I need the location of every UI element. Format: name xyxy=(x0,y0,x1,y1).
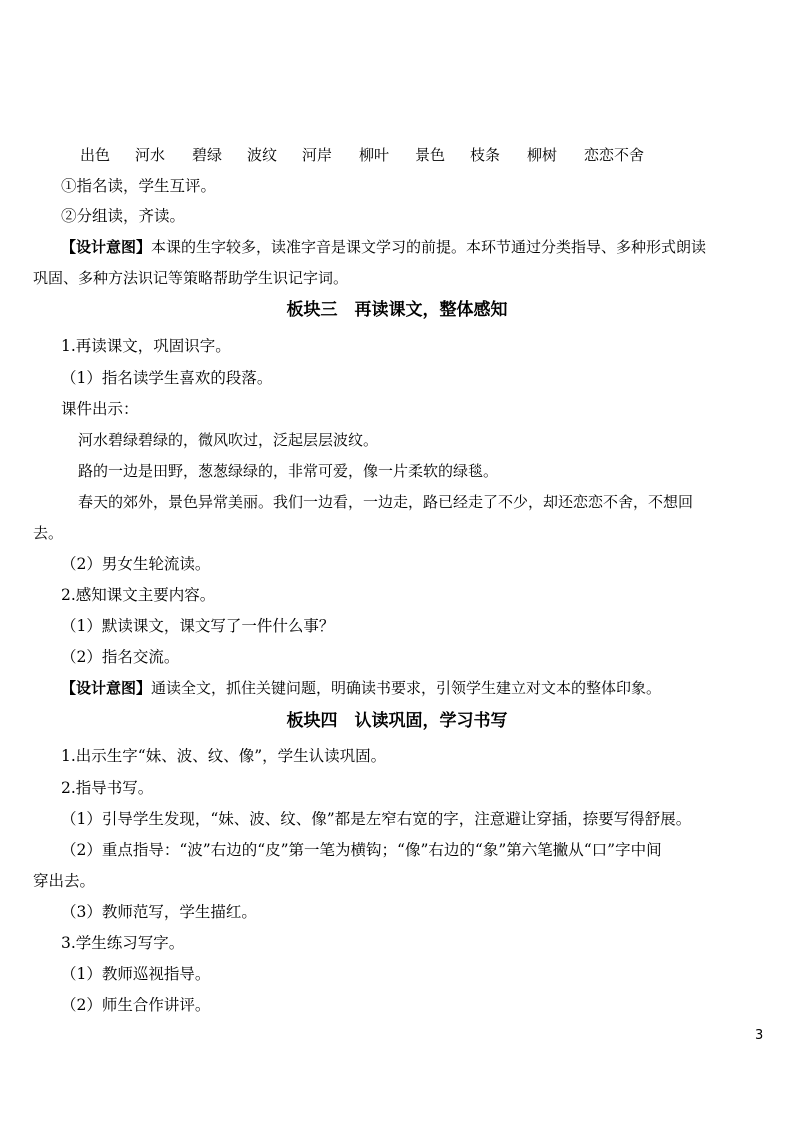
paragraph: 穿出去。 xyxy=(33,872,96,890)
paragraph: （1）指名读学生喜欢的段落。 xyxy=(61,369,273,387)
vocab-word: 柳树 xyxy=(527,146,558,164)
design-intent-text: 通读全文，抓住关键问题，明确读书要求，引领学生建立对文本的整体印象。 xyxy=(151,679,662,697)
courseware-line: 去。 xyxy=(33,524,64,542)
vocab-word: 柳叶 xyxy=(359,146,390,164)
section-heading: 板块三 再读课文，整体感知 xyxy=(286,300,508,320)
vocab-word: 枝条 xyxy=(470,146,501,164)
paragraph: （3）教师范写，学生描红。 xyxy=(61,903,257,921)
paragraph: 1.再读课文，巩固识字。 xyxy=(61,337,231,355)
paragraph: ②分组读，齐读。 xyxy=(61,207,186,225)
paragraph: （2）男女生轮流读。 xyxy=(61,555,211,573)
vocab-word: 河水 xyxy=(135,146,166,164)
section-heading: 板块四 认读巩固，学习书写 xyxy=(286,711,508,731)
courseware-line: 河水碧绿碧绿的，微风吹过，泛起层层波纹。 xyxy=(78,431,379,449)
design-intent-tag: 【设计意图】 xyxy=(61,679,152,697)
paragraph: 课件出示： xyxy=(61,400,139,418)
vocab-row xyxy=(0,144,794,164)
paragraph: 2.感知课文主要内容。 xyxy=(61,586,216,604)
paragraph: （1）教师巡视指导。 xyxy=(61,965,211,983)
paragraph: （2）师生合作讲评。 xyxy=(61,996,211,1014)
courseware-line: 路的一边是田野，葱葱绿绿的，非常可爱，像一片柔软的绿毯。 xyxy=(78,462,499,480)
paragraph: 2.指导书写。 xyxy=(61,779,154,797)
design-intent xyxy=(61,237,706,257)
vocab-word: 景色 xyxy=(415,146,446,164)
vocab-word: 出色 xyxy=(80,146,111,164)
paragraph: （1）默读课文，课文写了一件什么事？ xyxy=(61,617,335,635)
vocab-word: 河岸 xyxy=(302,146,333,164)
paragraph: 1.出示生字“妹、波、纹、像”，学生认读巩固。 xyxy=(61,747,387,765)
design-intent-text: 本课的生字较多，读准字音是课文学习的前提。本环节通过分类指导、多种形式朗读 xyxy=(151,238,707,256)
design-intent-tag: 【设计意图】 xyxy=(61,238,152,256)
paragraph: （1）引导学生发现，“妹、波、纹、像”都是左窄右宽的字，注意避让穿插，捺要写得舒展。 xyxy=(61,810,692,828)
vocab-word: 波纹 xyxy=(247,146,278,164)
paragraph: 3.学生练习写字。 xyxy=(61,934,185,952)
vocab-word: 恋恋不舍 xyxy=(584,146,645,164)
courseware-line: 春天的郊外，景色异常美丽。我们一边看，一边走，路已经走了不少，却还恋恋不舍，不想回 xyxy=(78,493,694,511)
paragraph: 巩固、多种方法识记等策略帮助学生识记字词。 xyxy=(33,269,349,287)
vocab-word: 碧绿 xyxy=(192,146,223,164)
design-intent xyxy=(61,678,661,698)
paragraph: （2）指名交流。 xyxy=(61,648,180,666)
page-number: 3 xyxy=(755,1028,764,1043)
paragraph: （2）重点指导：“波”右边的“皮”第一笔为横钩；“像”右边的“象”第六笔撇从“口”字中间 xyxy=(61,841,662,859)
paragraph: ①指名读，学生互评。 xyxy=(61,177,217,195)
